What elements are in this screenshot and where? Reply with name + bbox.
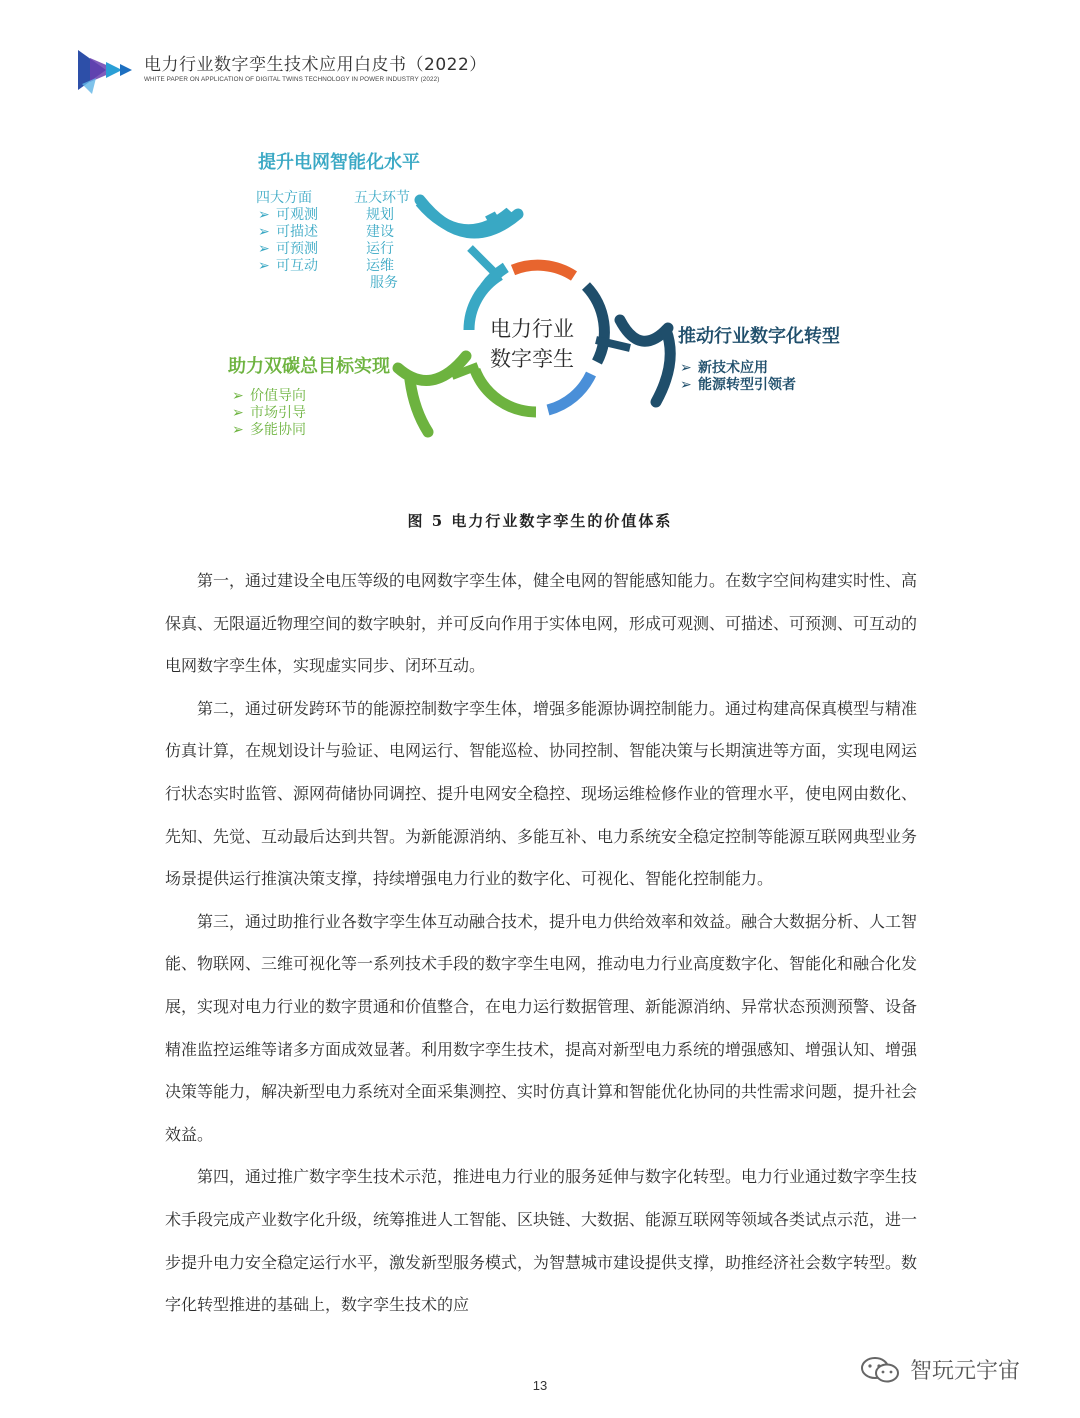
page-number: 13 — [532, 1378, 548, 1393]
paragraph: 第三，通过助推行业各数字孪生体互动融合技术，提升电力供给效率和效益。融合大数据分析、人工智能、物联网、三维可视化等一系列技术手段的数字孪生电网，推动电力行业高度数字化、智能化和融合化发展，实现对电力行业的数字贯通和价值整合，在电力运行数据管理、新能源消纳、异常状态预测预警、设备精准监控运维等诸多方面成效显著。利用数字孪生技术，提高对新型电力系统的增强感知、增强认知、增强决策等能力，解决新型电力系统对全面采集测控、实时仿真计算和智能优化协同的共性需求问题，提升社会效益。 — [165, 911, 918, 1144]
list-bullet-arrow-icon: ➢ — [258, 258, 270, 274]
diagram-right-list — [680, 359, 796, 393]
body-text — [165, 560, 917, 1327]
diagram-right-item: 能源转型引领者 — [698, 377, 796, 393]
diagram-top-title: 提升电网智能化水平 — [258, 152, 420, 173]
diagram-top-col2-item: 建设 — [366, 224, 394, 240]
diagram-left-title: 助力双碳总目标实现 — [228, 356, 390, 377]
paragraph: 第一，通过建设全电压等级的电网数字孪生体，健全电网的智能感知能力。在数字空间构建实时性、高保真、无限逼近物理空间的数字映射，并可反向作用于实体电网，形成可观测、可描述、可预测、可互动的电网数字孪生体，实现虚实同步、闭环互动。 — [165, 571, 918, 676]
diagram-top-col2-heading: 五大环节 — [354, 190, 410, 206]
paragraph: 第二，通过研发跨环节的能源控制数字孪生体，增强多能源协调控制能力。通过构建高保真模型与精准仿真计算，在规划设计与验证、电网运行、智能巡检、协同控制、智能决策与长期演进等方面，实现电网运行状态实时监管、源网荷储协同调控、提升电网安全稳控、现场运维检修作业的管理水平，使电网由数化、先知、先觉、互动最后达到共智。为新能源消纳、多能互补、电力系统安全稳定控制等能源互联网典型业务场景提供运行推演决策支撑，持续增强电力行业的数字化、可视化、智能化控制能力。 — [165, 698, 918, 889]
diagram-top-col2-item: 运行 — [366, 241, 394, 257]
list-bullet-arrow-icon: ➢ — [680, 377, 692, 393]
header-title: 电力行业数字孪生技术应用白皮书（2022） — [144, 55, 487, 75]
header-subtitle: WHITE PAPER ON APPLICATION OF DIGITAL TWINS TECHNOLOGY IN POWER INDUSTRY (2022) — [144, 76, 440, 83]
diagram-top-col2-item: 服务 — [370, 275, 398, 291]
whitepaper-logo-icon — [76, 44, 136, 96]
list-bullet-arrow-icon: ➢ — [258, 207, 270, 223]
wechat-account-badge — [860, 1352, 1060, 1388]
wechat-icon — [860, 1356, 900, 1384]
diagram-right-title: 推动行业数字化转型 — [678, 326, 840, 347]
list-bullet-arrow-icon: ➢ — [258, 241, 270, 257]
diagram-left-item: 市场引导 — [250, 405, 306, 421]
ring-arc-blue — [548, 374, 591, 410]
list-bullet-arrow-icon: ➢ — [258, 224, 270, 240]
diagram-top-col1-item: 可描述 — [276, 224, 318, 240]
diagram-left-list — [232, 387, 306, 438]
value-system-diagram — [200, 130, 880, 470]
diagram-top-col2-item: 运维 — [366, 258, 394, 274]
diagram-left-item: 多能协同 — [250, 422, 306, 438]
diagram-center-line1: 电力行业 — [490, 317, 574, 341]
ring-arc-green-bottom — [475, 370, 536, 412]
list-bullet-arrow-icon: ➢ — [232, 422, 244, 438]
list-bullet-arrow-icon: ➢ — [232, 405, 244, 421]
diagram-top-col1-heading: 四大方面 — [256, 190, 312, 206]
paragraph: 第四，通过推广数字孪生技术示范，推进电力行业的服务延伸与数字化转型。电力行业通过数字孪生技术手段完成产业数字化升级，统筹推进人工智能、区块链、大数据、能源互联网等领域各类试点示范，进一步提升电力安全稳定运行水平，激发新型服务模式，为智慧城市建设提供支撑，助推经济社会数字转型。数字化转型推进的基础上，数字孪生技术的应 — [165, 1167, 918, 1315]
diagram-top-col1-item: 可观测 — [276, 207, 318, 223]
ring-arc-navy — [586, 286, 604, 362]
diagram-top-col2-list — [366, 206, 398, 291]
diagram-top-col2-item: 规划 — [366, 207, 394, 223]
list-bullet-arrow-icon: ➢ — [232, 388, 244, 404]
wechat-account-name: 智玩元宇宙 — [910, 1359, 1021, 1384]
diagram-center-line2: 数字孪生 — [490, 347, 574, 371]
page-header — [76, 44, 496, 100]
figure-caption: 图 5 电力行业数字孪生的价值体系 — [407, 512, 673, 530]
diagram-top-col1-list — [258, 207, 318, 274]
diagram-right-item: 新技术应用 — [698, 360, 768, 376]
ring-arc-orange — [513, 265, 574, 276]
diagram-top-col1-item: 可预测 — [276, 241, 318, 257]
list-bullet-arrow-icon: ➢ — [680, 360, 692, 376]
diagram-top-col1-item: 可互动 — [276, 258, 318, 274]
diagram-left-item: 价值导向 — [250, 388, 306, 404]
